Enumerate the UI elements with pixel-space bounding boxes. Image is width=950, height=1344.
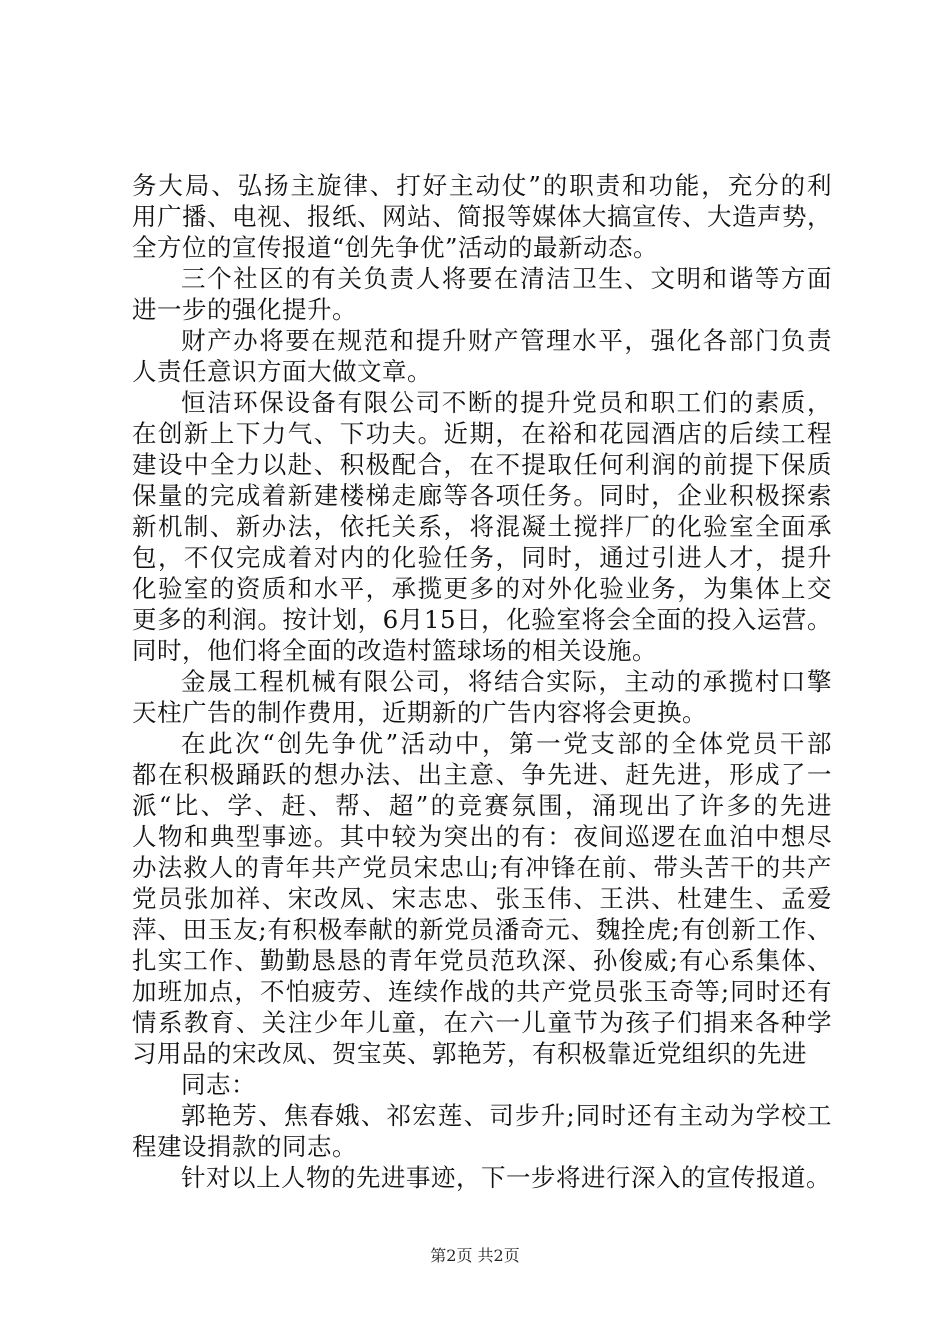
text-line: 金晟工程机械有限公司，将结合实际，主动的承揽村口擎 <box>181 667 832 696</box>
text-line: 扎实工作、勤勤恳恳的青年党员范玖深、孙俊威;有心系集体、 <box>132 946 832 975</box>
paragraph <box>132 325 832 387</box>
text-line: 新机制、新办法，依托关系，将混凝土搅拌厂的化验室全面承 <box>132 512 832 541</box>
paragraph <box>132 387 832 666</box>
text-line: 习用品的宋改凤、贺宝英、郭艳芳，有积极靠近党组织的先进 <box>132 1039 807 1068</box>
text-line: 更多的利润。按计划，6月15日，化验室将会全面的投入运营。 <box>132 605 832 634</box>
text-line: 建设中全力以赴、积极配合，在不提取任何利润的前提下保质 <box>132 450 832 479</box>
text-line: 化验室的资质和水平，承揽更多的对外化验业务，为集体上交 <box>132 574 832 603</box>
paragraph <box>132 728 832 1069</box>
text-line: 全方位的宣传报道“创先争优”活动的最新动态。 <box>132 233 659 262</box>
document-body <box>132 170 832 1193</box>
text-line: 保量的完成着新建楼梯走廊等各项任务。同时，企业积极探索 <box>132 481 832 510</box>
page-footer: 第2页 共2页 <box>430 1246 520 1265</box>
text-line: 务大局、弘扬主旋律、打好主动仗”的职责和功能，充分的利 <box>132 171 832 200</box>
paragraph <box>132 1069 832 1100</box>
text-line: 党员张加祥、宋改凤、宋志忠、张玉伟、王洪、杜建生、孟爱 <box>132 884 832 913</box>
text-line: 都在积极踊跃的想办法、出主意、争先进、赶先进，形成了一 <box>132 760 832 789</box>
paragraph <box>132 666 832 728</box>
text-line: 办法救人的青年共产党员宋忠山;有冲锋在前、带头苦干的共产 <box>132 853 832 882</box>
text-line: 包，不仅完成着对内的化验任务，同时，通过引进人才，提升 <box>132 543 832 572</box>
text-line: 用广播、电视、报纸、网站、简报等媒体大搞宣传、大造声势， <box>132 202 832 231</box>
text-line: 恒洁环保设备有限公司不断的提升党员和职工们的素质， <box>181 388 832 417</box>
text-line: 萍、田玉友;有积极奉献的新党员潘奇元、魏拴虎;有创新工作、 <box>132 915 832 944</box>
text-line: 同志： <box>181 1070 256 1099</box>
text-line: 三个社区的有关负责人将要在清洁卫生、文明和谐等方面 <box>181 264 832 293</box>
text-line: 针对以上人物的先进事迹，下一步将进行深入的宣传报道。 <box>181 1163 831 1192</box>
text-line: 人责任意识方面大做文章。 <box>132 357 432 386</box>
text-line: 加班加点，不怕疲劳、连续作战的共产党员张玉奇等;同时还有 <box>132 977 832 1006</box>
text-line: 情系教育、关注少年儿童，在六一儿童节为孩子们捐来各种学 <box>132 1008 832 1037</box>
text-line: 郭艳芳、焦春娥、祁宏莲、司步升;同时还有主动为学校工 <box>181 1101 832 1130</box>
text-line: 在此次“创先争优”活动中，第一党支部的全体党员干部 <box>181 729 832 758</box>
paragraph <box>132 1162 832 1193</box>
text-line: 程建设捐款的同志。 <box>132 1132 357 1161</box>
text-line: 人物和典型事迹。其中较为突出的有：夜间巡逻在血泊中想尽 <box>132 822 832 851</box>
paragraph <box>132 1100 832 1162</box>
paragraph <box>132 170 832 263</box>
paragraph <box>132 263 832 325</box>
text-line: 财产办将要在规范和提升财产管理水平，强化各部门负责 <box>181 326 832 355</box>
text-line: 派“比、学、赶、帮、超”的竞赛氛围，涌现出了许多的先进 <box>132 791 832 820</box>
text-line: 同时，他们将全面的改造村篮球场的相关设施。 <box>132 636 657 665</box>
text-line: 天柱广告的制作费用，近期新的广告内容将会更换。 <box>132 698 707 727</box>
text-line: 进一步的强化提升。 <box>132 295 357 324</box>
text-line: 在创新上下力气、下功夫。近期，在裕和花园酒店的后续工程 <box>132 419 832 448</box>
